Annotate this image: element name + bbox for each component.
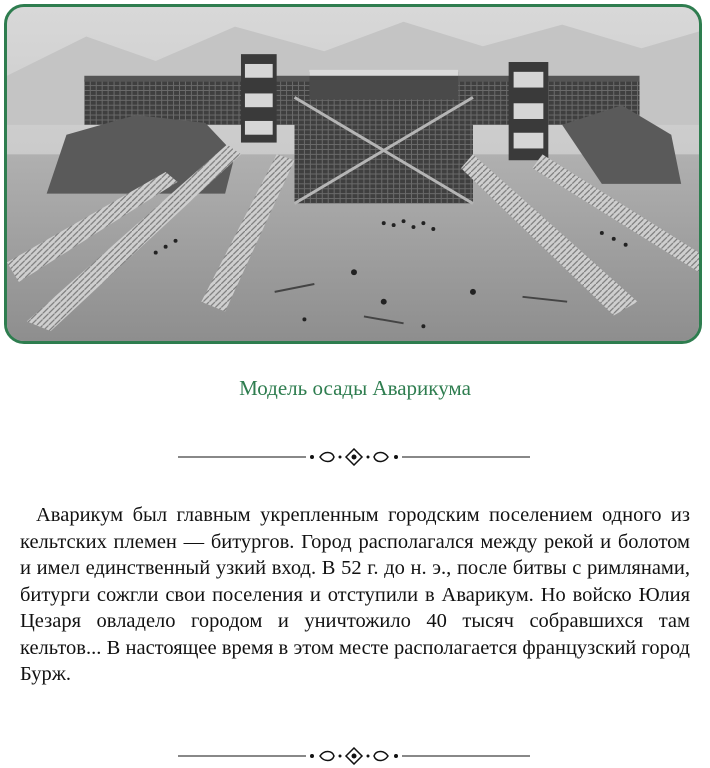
figure-caption: Модель осады Аварикума [239,376,471,400]
article-paragraph: Аварикум был главным укрепленным городским поселением одного из кельтских племен — битургов. Город располагался между рекой и болотом и имел единственный узкий вход. В 52 г. до н. э., после битвы с римлянами, битурги сожгли свои поселения и отступили в Аварикум. Но войско Юлия Цезаря овладело городом и уничтожило 40 тысяч собравшихся там кельтов... В настоящее время в этом месте располагается французский город Бурж. [20,504,690,685]
siege-model-photo [4,4,702,344]
siege-model-illustration [7,7,699,341]
divider-ornament-top [178,448,530,466]
divider-ornament-bottom [178,747,530,765]
